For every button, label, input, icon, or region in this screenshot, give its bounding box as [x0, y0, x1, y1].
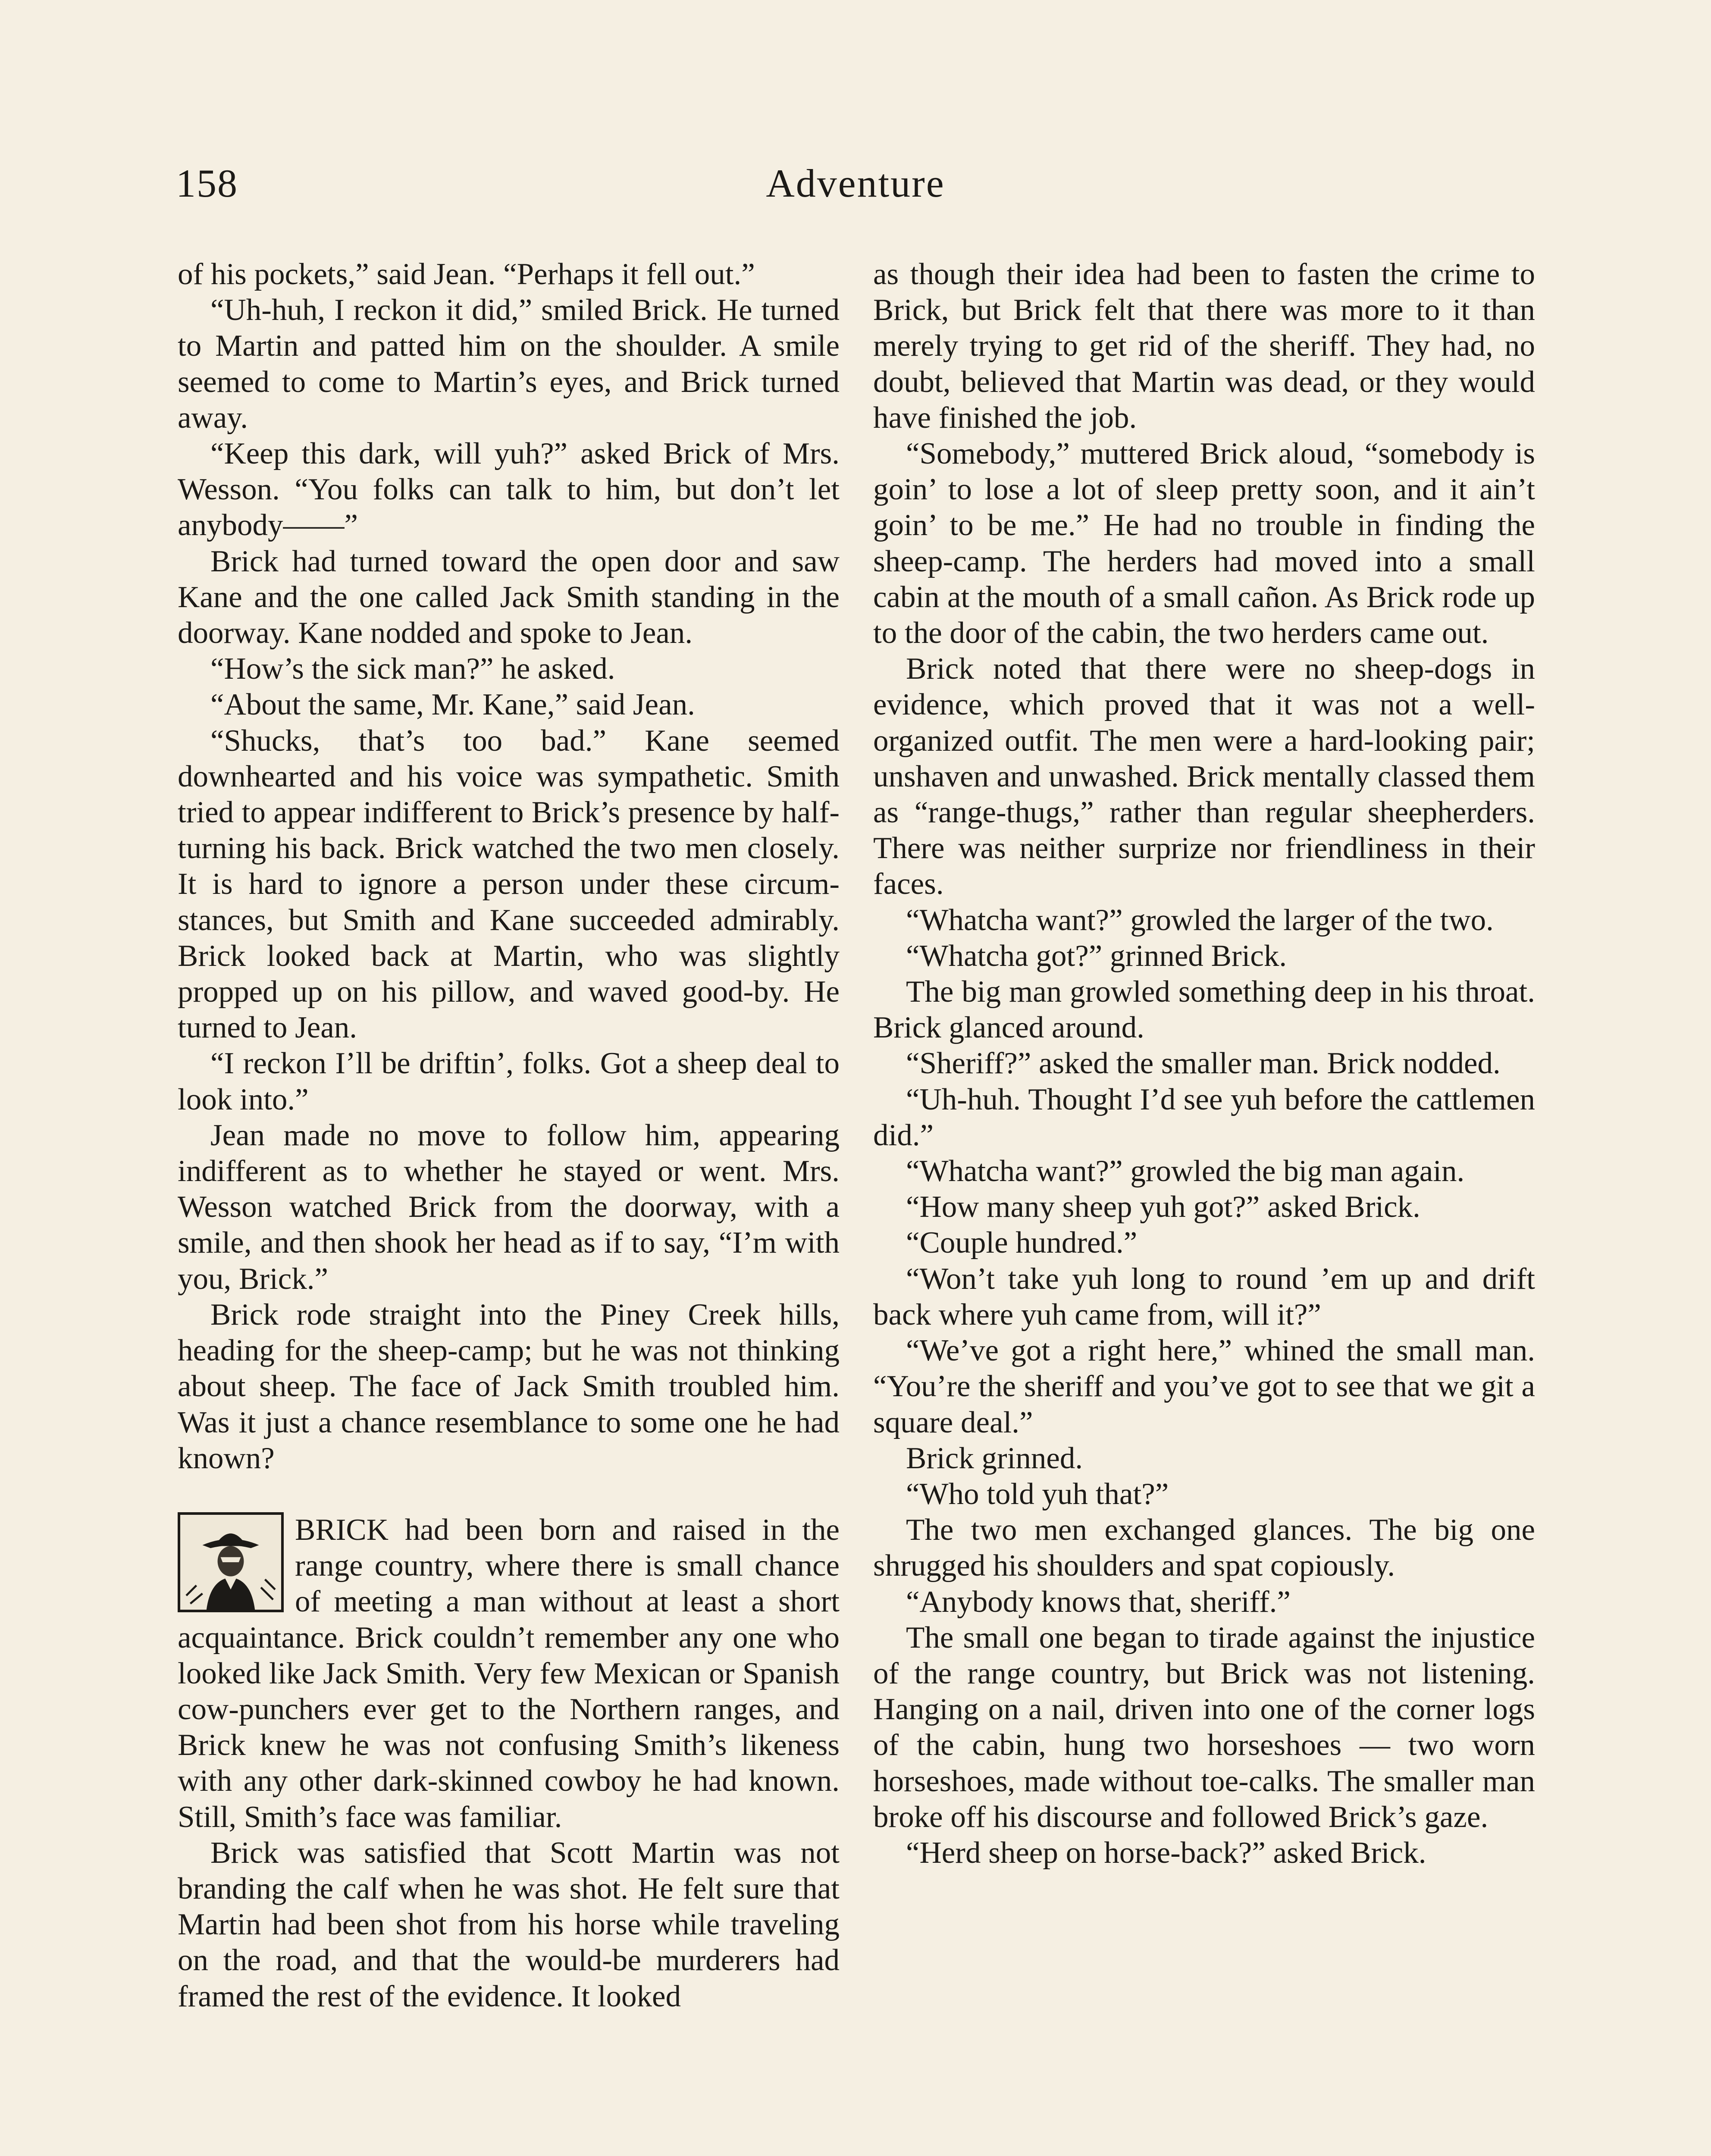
paragraph: “Who told yuh that?”	[906, 1477, 1169, 1511]
left-column	[178, 257, 840, 2015]
paragraph: Brick grinned.	[906, 1441, 1083, 1475]
paragraph: “About the same, Mr. Kane,” said Jean.	[210, 688, 695, 722]
running-head-title: Adventure	[766, 161, 945, 205]
paragraph: “How many sheep yuh got?” asked Brick.	[906, 1190, 1420, 1224]
paragraph: “Herd sheep on horse-back?” asked Brick.	[906, 1836, 1426, 1870]
paragraph: Brick was satisfied that Scott Martin was not branding the calf when he was shot. He felt sure that Martin had been shot from his horse while traveling on the road, and that the would-be murderers had framed the rest of the evidence. It looked	[178, 1836, 840, 2013]
paragraph: “Whatcha want?” growled the big man again.	[906, 1154, 1465, 1188]
page-number: 158	[176, 161, 238, 205]
paragraph: “Somebody,” muttered Brick aloud, “somebody is goin’ to lose a lot of sleep pretty soon, and it ain’t goin’ to be me.” He had no trouble in finding the sheep-camp. The herders had moved into a small cabin at the mouth of a small cañon. As Brick rode up to the door of the cabin, the two herders came out.	[873, 437, 1535, 650]
paragraph: “Uh-huh. Thought I’d see yuh before the cattlemen did.”	[873, 1082, 1535, 1152]
paragraph: The big man growled something deep in his throat. Brick glanced around.	[873, 975, 1535, 1045]
paragraph: “Keep this dark, will yuh?” asked Brick of Mrs. Wesson. “You folks can talk to him, but don’t let anybody——”	[178, 437, 840, 542]
paragraph: “Shucks, that’s too bad.” Kane seemed downhearted and his voice was sympathetic. Smith tried to appear indifferent to Brick’s presence by half-turning his back. Brick watched the two men closely. It is hard to ignore a person under these circumstances, but Smith and Kane succeeded admirably. Brick looked back at Martin, who was slightly propped up on his pillow, and waved good-by. He turned to Jean.	[178, 724, 840, 1045]
paragraph: The small one began to tirade against the injustice of the range country, but Brick was not listening. Hanging on a nail, driven into one of the corner logs of the cabin, hung two horseshoes — two worn horseshoes, made without toe-calks. The smaller man broke off his discourse and followed Brick’s gaze.	[873, 1620, 1535, 1834]
section-break	[178, 1512, 840, 2015]
paragraph: “Uh-huh, I reckon it did,” smiled Brick. He turned to Martin and patted him on the shoulder. A smile seemed to come to Martin’s eyes, and Brick turned away.	[178, 293, 840, 435]
paragraph: “Whatcha want?” growled the larger of the two.	[906, 903, 1494, 937]
paragraph: as though their idea had been to fasten the crime to Brick, but Brick felt that there was more to it than merely trying to get rid of the sheriff. They had, no doubt, believed that Martin was dead, or they would have finished the job.	[873, 257, 1535, 435]
paragraph: “Whatcha got?” grinned Brick.	[906, 939, 1287, 973]
paragraph: “How’s the sick man?” he asked.	[210, 652, 615, 686]
section-lead-paragraph	[178, 1512, 840, 1835]
paragraph: Brick had turned toward the open door and saw Kane and the one called Jack Smith standing in the doorway. Kane nodded and spoke to Jean.	[178, 544, 840, 650]
paragraph: “Won’t take yuh long to round ’em up and drift back where yuh came from, will it?”	[873, 1262, 1535, 1332]
paragraph: “Couple hundred.”	[906, 1226, 1138, 1260]
paragraph: “Sheriff?” asked the smaller man. Brick nodded.	[906, 1047, 1501, 1081]
paragraph: The two men exchanged glances. The big one shrugged his shoulders and spat copiously.	[873, 1513, 1535, 1583]
paragraph: “Anybody knows that, sheriff.”	[906, 1585, 1291, 1619]
section-lead-text: BRICK had been born and raised in the range country, where there is small chance of meeting a man without at least a short acquaintance. Brick couldn’t remember any one who looked like Jack Smith. Very few Mexican or Spanish cow-punchers ever get to the Northern ranges, and Brick knew he was not confusing Smith’s likeness with any other dark-skinned cowboy he had known. Still, Smith’s face was familiar.	[178, 1513, 840, 1834]
cowboy-portrait-icon	[178, 1512, 284, 1612]
right-column	[873, 257, 1535, 1871]
paragraph: “We’ve got a right here,” whined the small man. “You’re the sheriff and you’ve got to see that we git a square deal.”	[873, 1334, 1535, 1439]
paragraph: “I reckon I’ll be driftin’, folks. Got a sheep deal to look into.”	[178, 1047, 840, 1116]
paragraph: Brick rode straight into the Piney Creek hills, heading for the sheep-camp; but he was not thinking about sheep. The face of Jack Smith troubled him. Was it just a chance resemblance to some one he had known?	[178, 1297, 840, 1475]
paragraph: of his pockets,” said Jean. “Perhaps it fell out.”	[178, 257, 755, 291]
paragraph: Jean made no move to follow him, appearing indifferent as to whether he stayed or went. Mrs. Wesson watched Brick from the doorway, with a smile, and then shook her head as if to say, “I’m with you, Brick.”	[178, 1118, 840, 1296]
paragraph: Brick noted that there were no sheep-dogs in evidence, which proved that it was not a well-organized outfit. The men were a hard-looking pair; unshaven and unwashed. Brick mentally classed them as “range-thugs,” rather than regular sheepherders. There was neither surprize nor friendliness in their faces.	[873, 652, 1535, 901]
